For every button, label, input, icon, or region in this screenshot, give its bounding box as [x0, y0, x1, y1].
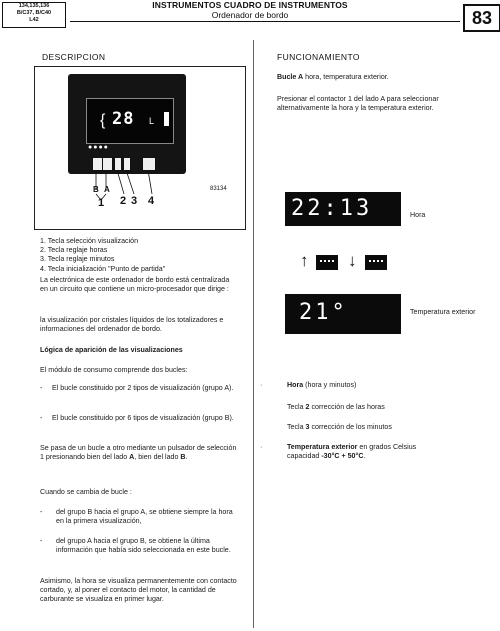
text-run: Tecla [287, 423, 306, 431]
paragraph: El módulo de consumo comprende dos bucles: [40, 366, 188, 374]
clock-display [285, 192, 401, 226]
text-run: 2 [305, 403, 310, 411]
display-bracket: { [100, 112, 106, 129]
callout-1: 1 [98, 197, 105, 209]
bullet-marker: - [40, 508, 43, 516]
subheading: Lógica de aparición de las visualizaciones [40, 346, 183, 354]
callout-3: 3 [131, 195, 138, 207]
text-run: en grados Celsius [357, 443, 417, 451]
list-item: 4. Tecla inicialización "Punto de partida" [40, 264, 166, 273]
text-run: Tecla [287, 403, 306, 411]
label-a: A [104, 185, 110, 194]
page-title: INSTRUMENTOS CUADRO DE INSTRUMENTOS [152, 0, 348, 10]
text-run: corrección de las horas [309, 403, 385, 411]
bullet-marker: - [40, 414, 43, 422]
bullet-marker: - [40, 384, 43, 392]
paragraph: Presionar el contactor 1 del lado A para seleccionar alternativamente la hora y la temperatura exterior. [277, 95, 439, 113]
list-item: 1. Tecla selección visualización [40, 237, 139, 245]
model-line: L42 [29, 17, 39, 23]
text-run: , bien del lado [134, 453, 181, 462]
display-unit: L [149, 116, 155, 126]
section-title-descripcion: DESCRIPCION [42, 52, 106, 62]
text-line [287, 443, 487, 452]
label-b: B [93, 185, 99, 194]
text-run: Bucle A [277, 73, 304, 81]
model-line: 134,135,136 [18, 3, 50, 9]
bullet-item: del grupo A hacia el grupo B, se obtiene la última información que había sido seleccionada en este bucle. [56, 537, 231, 555]
paragraph: Asimismo, la hora se visualiza permanentemente con contacto cortado, y, al poner el contacto del motor, la cantidad de carburante se visualiza en primer lugar. [40, 577, 237, 604]
bullet-item: del grupo B hacia el grupo A, se obtiene siempre la hora en la primera visualización, [56, 508, 233, 526]
fuel-gauge-icon [164, 112, 169, 126]
callout-4: 4 [148, 195, 155, 207]
key-list [40, 237, 240, 274]
temperature-label: Temperatura exterior [410, 308, 476, 316]
temperature-value: 21° [299, 300, 348, 325]
model-line: B/C37, B/C40 [16, 10, 52, 16]
clock-value: 22:13 [291, 196, 373, 221]
text-line [287, 452, 487, 461]
paragraph: La electrónica de este ordenador de bordo está centralizada en un circuito que contiene un micro-procesador que dirige : [40, 276, 230, 294]
text-run: capacidad [287, 452, 322, 461]
callout-2: 2 [120, 195, 127, 207]
item-tecla-3 [287, 423, 477, 432]
column-divider [253, 40, 254, 628]
text-run: corrección de los minutos [309, 423, 392, 431]
text-run: -30°C + 50°C [321, 452, 364, 461]
arrow-down-icon: ↓ [348, 251, 357, 270]
figure-reference: 83134 [210, 186, 227, 192]
dots-icon: ●●●● [88, 144, 109, 151]
clock-label: Hora [410, 211, 426, 219]
paragraph: Cuando se cambia de bucle : [40, 488, 132, 496]
header-divider [70, 21, 460, 22]
hours-key-icon [316, 255, 338, 270]
bullet-item: El bucle constituido por 6 tipos de visualización (grupo B). [52, 414, 234, 422]
text-run: Temperatura exterior [287, 443, 358, 451]
page-number: 83 [463, 4, 500, 32]
list-item: 3. Tecla reglaje minutos [40, 255, 115, 264]
arrow-up-icon: ↑ [300, 251, 309, 270]
section-title-funcionamiento: FUNCIONAMIENTO [277, 52, 360, 62]
text-run: . [363, 452, 366, 461]
paragraph [277, 73, 477, 82]
page-subtitle: Ordenador de bordo [211, 10, 289, 20]
text-run: B [180, 453, 186, 462]
paragraph [40, 444, 238, 462]
item-tecla-2 [287, 403, 477, 412]
text-run: (hora y minutos) [303, 381, 357, 389]
text-run: Se pasa de un bucle a otro mediante un pulsador de selección 1 presionando bien del lado [40, 444, 237, 462]
text-run: Hora [287, 381, 304, 389]
list-item: 2. Tecla reglaje horas [40, 246, 108, 255]
paragraph: la visualización por cristales líquidos de los totalizadores e informaciones del ordenador de bordo. [40, 316, 224, 334]
bullet-marker: · [260, 381, 263, 389]
item-hora [287, 381, 477, 390]
text-run: 3 [305, 423, 310, 431]
display-value: 28 [112, 109, 135, 129]
temperature-display [285, 294, 401, 334]
text-run: A [129, 453, 135, 462]
text-run: . [185, 453, 188, 462]
bullet-marker: - [40, 537, 43, 545]
item-temperatura [287, 443, 487, 461]
model-code-box [2, 2, 66, 28]
text-run: hora, temperatura exterior. [303, 73, 389, 81]
bullet-item: El bucle constituido por 2 tipos de visualización (grupo A). [52, 384, 234, 392]
minutes-key-icon [365, 255, 387, 270]
bullet-marker: · [260, 443, 263, 451]
